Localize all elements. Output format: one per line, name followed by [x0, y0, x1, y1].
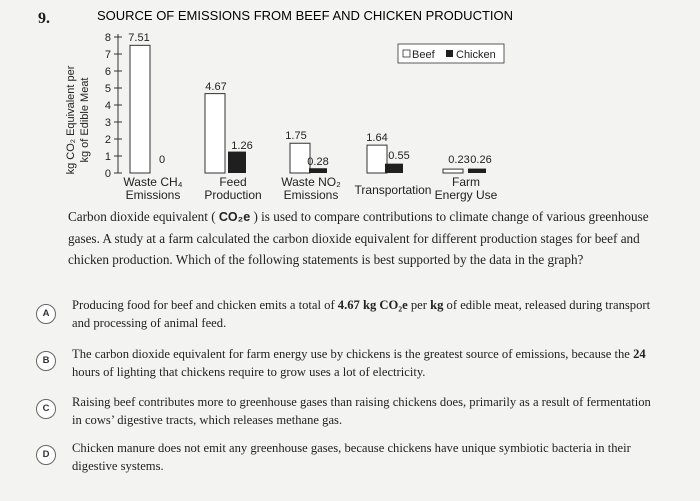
bar-beef-3 [367, 145, 387, 173]
value-label-beef-2: 1.75 [285, 130, 307, 142]
legend [398, 44, 504, 63]
category-label-0-1: Emissions [125, 188, 181, 202]
value-label-beef-4: 0.23 [448, 154, 470, 166]
y-tick-label: 2 [104, 134, 111, 146]
value-label-chicken-0: 0 [158, 154, 166, 166]
value-label-beef-1: 4.67 [205, 81, 227, 93]
bar-chicken-2 [309, 168, 327, 173]
passage-text-1: Carbon dioxide equivalent ( [68, 209, 219, 224]
y-axis-label [65, 65, 91, 174]
passage-formula: CO₂e [218, 210, 251, 224]
option-c-bubble[interactable]: C [36, 399, 56, 419]
option-c-text[interactable] [72, 393, 657, 429]
bar-beef-1 [205, 94, 225, 173]
option-a-bold-2: kg [430, 298, 444, 312]
passage-text-2: ) is used to compare contributions to climate change of various greenhouse gases. A study at a farm calculated the carbon dioxide equivalent for different production stages for beef and chicken production. Which of the following statements is best supported by the data in the graph? [68, 209, 649, 267]
y-tick-label: 0 [104, 168, 111, 180]
bars [130, 45, 486, 173]
value-label-chicken-1: 1.26 [231, 140, 253, 152]
option-a-text-2: per [407, 298, 431, 312]
bar-chicken-3 [385, 164, 403, 173]
category-label-4-1: Energy Use [434, 188, 498, 202]
option-a-text-3: of edible meat, released during transport and processing of animal feed. [72, 298, 651, 330]
category-label-4-0: Farm [452, 175, 480, 189]
chart-title: SOURCE OF EMISSIONS FROM BEEF AND CHICKEN PRODUCTION [96, 8, 514, 23]
option-c-text-1: Raising beef contributes more to greenhouse gases than raising chickens does, primarily as a result of fermentation in cows’ digestive tracts, which releases methane gas. [72, 395, 651, 427]
y-tick-label: 6 [104, 66, 111, 78]
bar-chicken-4 [468, 169, 486, 173]
category-label-1-0: Feed [219, 175, 247, 189]
option-d-text[interactable] [72, 439, 657, 475]
y-tick-label: 8 [104, 32, 111, 44]
option-d-bubble[interactable]: D [36, 445, 56, 465]
value-label-beef-3: 1.64 [366, 132, 388, 144]
option-d-text-1: Chicken manure does not emit any greenhouse gases, because chickens have unique symbiotic bacteria in their digestive systems. [72, 441, 631, 473]
legend-swatch-chicken [446, 50, 453, 57]
category-label-1-1: Production [204, 188, 262, 202]
option-b-text-1: The carbon dioxide equivalent for farm energy use by chickens is the greatest source of emissions, because the [72, 347, 634, 361]
option-a-bold-1: 4.67 kg CO₂e [337, 298, 408, 312]
y-axis-label-line1: kg CO₂ Equivalent per [65, 65, 77, 175]
category-label-2-0: Waste NO₂ [281, 175, 341, 189]
option-b-text-2: hours of lighting that chickens require to grow uses a lot of electricity. [72, 365, 426, 379]
value-label-chicken-2: 0.28 [307, 156, 329, 168]
option-b-text[interactable] [72, 345, 657, 381]
question-passage [68, 206, 668, 270]
option-b-bubble[interactable]: B [36, 351, 56, 371]
category-label-0-0: Waste CH₄ [123, 175, 183, 189]
option-a-bubble[interactable]: A [36, 304, 56, 324]
value-label-chicken-4: 0.26 [470, 154, 492, 166]
emissions-chart [0, 0, 700, 205]
legend-swatch-beef [403, 50, 410, 57]
bar-chicken-1 [228, 152, 246, 173]
y-tick-label: 7 [104, 49, 111, 61]
bar-beef-0 [130, 45, 150, 173]
legend-label-beef: Beef [412, 49, 435, 61]
y-tick-label: 3 [104, 117, 111, 129]
y-axis [105, 32, 122, 180]
option-b-bold-1: 24 [633, 347, 646, 361]
value-label-chicken-3: 0.55 [388, 150, 410, 162]
question-number: 9. [38, 10, 50, 27]
bar-beef-4 [443, 169, 463, 173]
y-tick-label: 1 [104, 151, 111, 163]
legend-label-chicken: Chicken [456, 49, 496, 61]
value-label-beef-0: 7.51 [128, 32, 150, 44]
option-a-text-1: Producing food for beef and chicken emits a total of [72, 298, 338, 312]
category-labels [123, 175, 497, 202]
option-a-text[interactable] [72, 296, 657, 332]
y-tick-label: 5 [104, 83, 111, 95]
y-axis-label-line2: kg of Edible Meat [79, 77, 91, 163]
y-tick-label: 4 [104, 100, 111, 112]
category-label-2-1: Emissions [283, 188, 339, 202]
category-label-3-0: Transportation [354, 183, 432, 197]
